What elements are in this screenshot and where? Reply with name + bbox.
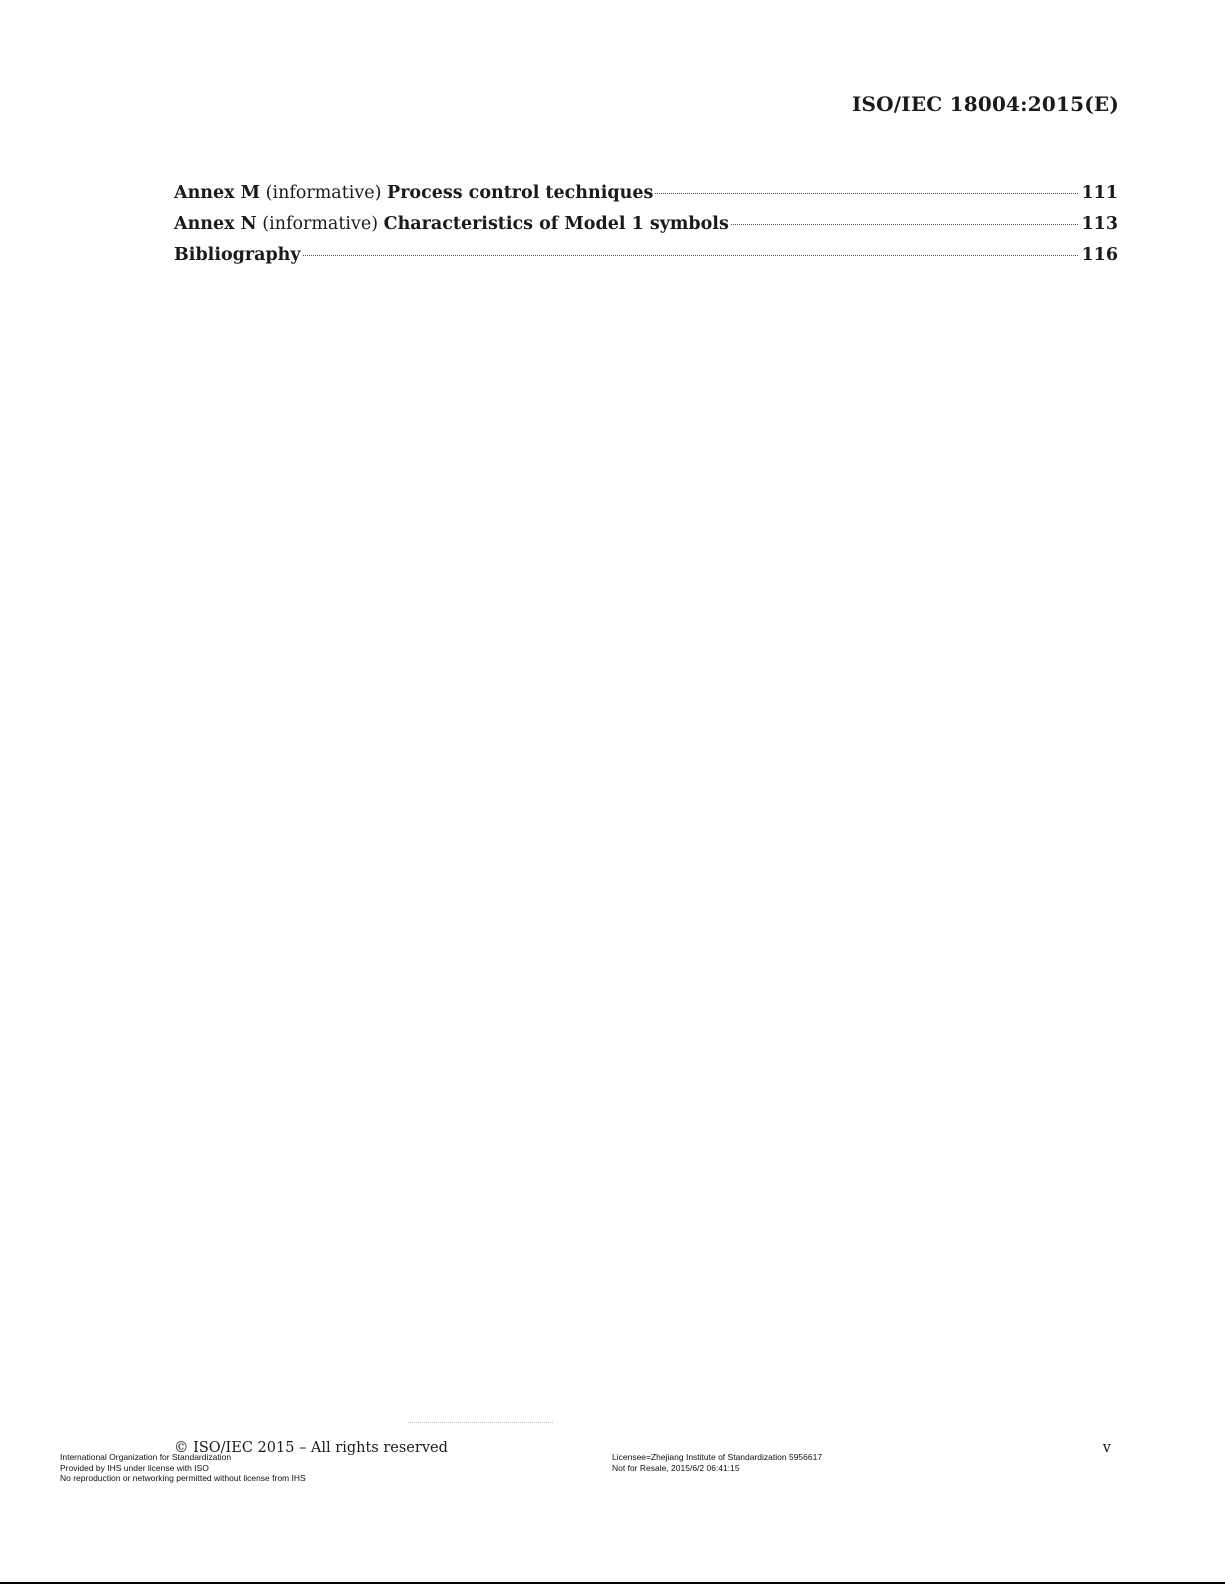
toc-entry-qualifier: (informative) bbox=[262, 214, 379, 234]
provider-line: Provided by IHS under license with ISO bbox=[60, 1462, 209, 1473]
toc-entry-page: 113 bbox=[1081, 214, 1118, 234]
toc-entry-annex-m[interactable] bbox=[174, 178, 1118, 209]
toc-entry-page: 116 bbox=[1081, 245, 1118, 265]
bottom-rule bbox=[0, 1582, 1225, 1584]
copyright-notice: © ISO/IEC 2015 – All rights reserved bbox=[174, 1440, 448, 1456]
provider-line: No reproduction or networking permitted without license from IHS bbox=[60, 1473, 306, 1483]
toc-entry-annex-n[interactable] bbox=[174, 209, 1118, 240]
toc-entry-page: 111 bbox=[1081, 183, 1118, 203]
faint-dotted-mark bbox=[408, 1422, 553, 1423]
page-number: v bbox=[1102, 1440, 1111, 1456]
licensee-line: Not for Resale, 2015/6/2 06:41:15 bbox=[612, 1462, 740, 1473]
toc-entry-qualifier: (informative) bbox=[265, 183, 382, 203]
toc-entry-title: Characteristics of Model 1 symbols bbox=[383, 214, 729, 234]
licensee-line: Licensee=Zhejiang Institute of Standardization 5956617 bbox=[612, 1452, 823, 1462]
document-id-header: ISO/IEC 18004:2015(E) bbox=[851, 92, 1119, 116]
toc-dot-leader bbox=[731, 224, 1079, 225]
toc-entry-title: Bibliography bbox=[174, 245, 301, 265]
toc-entry-prefix: Annex N bbox=[174, 214, 257, 234]
provider-line: International Organization for Standardization bbox=[60, 1452, 232, 1462]
toc-dot-leader bbox=[303, 255, 1079, 256]
table-of-contents bbox=[174, 178, 1118, 271]
toc-entry-prefix: Annex M bbox=[174, 183, 261, 203]
toc-dot-leader bbox=[655, 193, 1078, 194]
toc-entry-title: Process control techniques bbox=[387, 183, 654, 203]
toc-entry-bibliography[interactable] bbox=[174, 240, 1118, 271]
provider-notice bbox=[60, 1452, 306, 1484]
licensee-notice bbox=[612, 1452, 822, 1473]
